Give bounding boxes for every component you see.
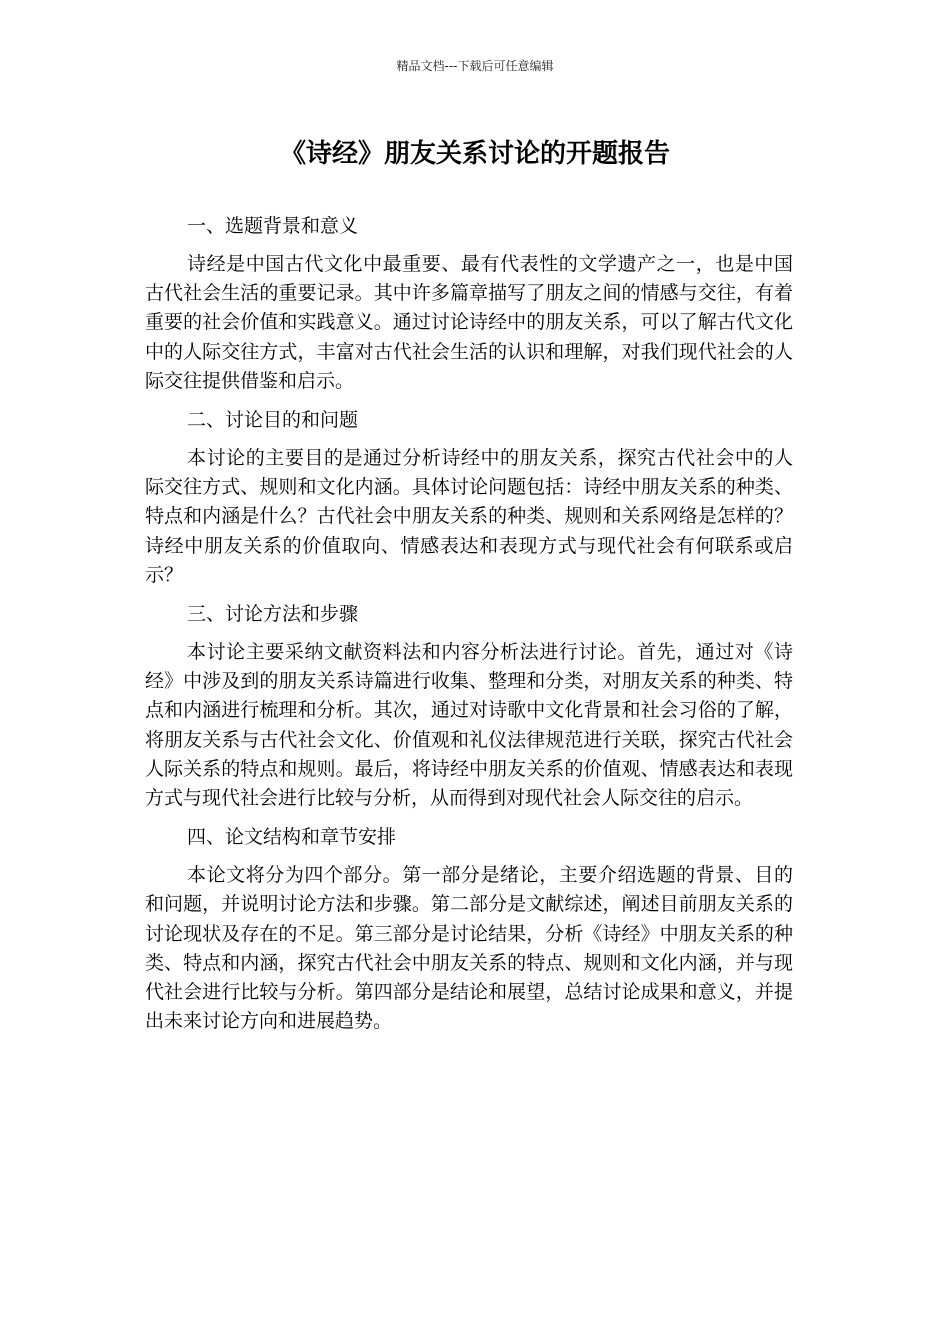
section-paragraph: 本讨论的主要目的是通过分析诗经中的朋友关系，探究古代社会中的人际交往方式、规则和文化内涵。具体讨论问题包括：诗经中朋友关系的种类、特点和内涵是什么？古代社会中朋友关系的种类、规则和关系网络是怎样的？诗经中朋友关系的价值取向、情感表达和表现方式与现代社会有何联系或启示？ (145, 447, 793, 586)
section-background (145, 212, 793, 396)
section-heading: 二、讨论目的和问题 (187, 409, 359, 432)
section-heading: 一、选题背景和意义 (187, 215, 359, 237)
section-heading: 四、论文结构和章节安排 (187, 826, 397, 849)
section-paragraph: 本讨论主要采纳文献资料法和内容分析法进行讨论。首先，通过对《诗经》中涉及到的朋友关系诗篇进行收集、整理和分类，对朋友关系的种类、特点和内涵进行梳理和分析。其次，通过对诗歌中文化背景和社会习俗的了解，将朋友关系与古代社会文化、价值观和礼仪法律规范进行关联，探究古代社会人际关系的特点和规则。最后，将诗经中朋友关系的价值观、情感表达和表现方式与现代社会进行比较与分析，从而得到对现代社会人际交往的启示。 (145, 641, 793, 810)
document-body (145, 212, 793, 1046)
section-method (145, 600, 793, 813)
section-structure (145, 823, 793, 1036)
page-header-note: 精品文档---下载后可任意编辑 (396, 59, 554, 73)
section-paragraph: 本论文将分为四个部分。第一部分是绪论，主要介绍选题的背景、目的和问题，并说明讨论方法和步骤。第二部分是文献综述，阐述目前朋友关系的讨论现状及存在的不足。第三部分是讨论结果，分析《诗经》中朋友关系的种类、特点和内涵，探究古代社会中朋友关系的特点、规则和文化内涵，并与现代社会进行比较与分析。第四部分是结论和展望，总结讨论成果和意义，并提出未来讨论方向和进展趋势。 (145, 864, 793, 1033)
section-heading: 三、讨论方法和步骤 (187, 603, 359, 626)
section-paragraph: 诗经是中国古代文化中最重要、最有代表性的文学遗产之一，也是中国古代社会生活的重要记录。其中许多篇章描写了朋友之间的情感与交往，有着重要的社会价值和实践意义。通过讨论诗经中的朋友关系，可以了解古代文化中的人际交往方式，丰富对古代社会生活的认识和理解，对我们现代社会的人际交往提供借鉴和启示。 (145, 253, 793, 392)
document-title: 《诗经》朋友关系讨论的开题报告 (279, 139, 670, 169)
section-purpose (145, 406, 793, 590)
